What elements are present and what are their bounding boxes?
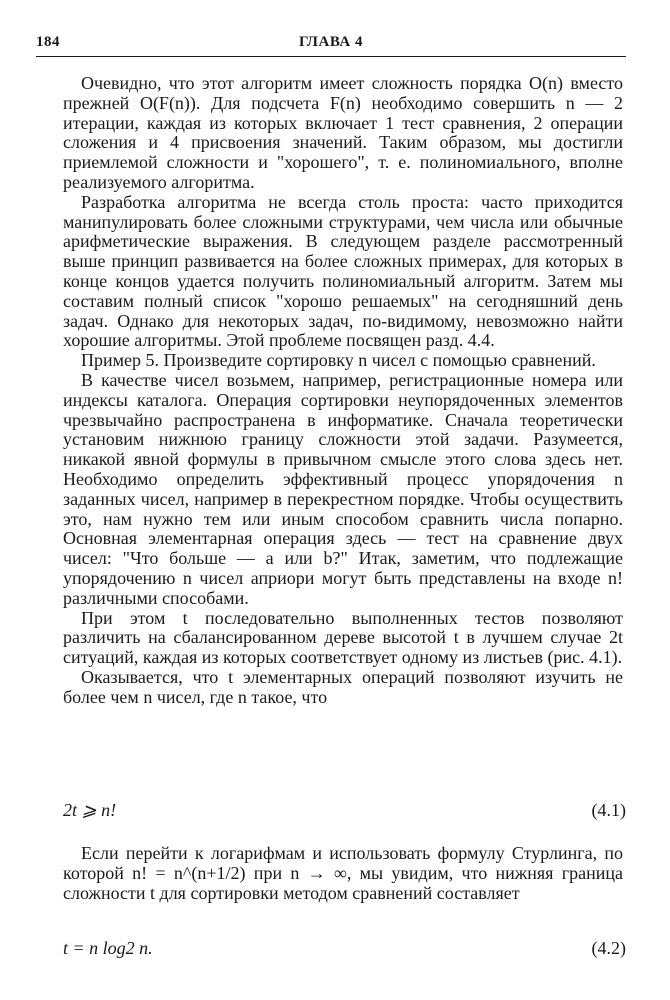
paragraph-2 — [63, 193, 623, 351]
formula-4-2 — [63, 938, 626, 962]
paragraph-1-text: Очевидно, что этот алгоритм имеет сложность порядка O(n) вместо прежней O(F(n)). Для подсчета F(n) необходимо совершить n — 2 итерации, каждая из которых включает 1 тест сравнения, 2 операции сложения и 4 присвоения значений. Таким образом, мы достигли приемлемой сложности и "хорошего", т. е. полиномиального, вполне реализуемого алгоритма. — [63, 73, 623, 192]
formula-4-2-number: (4.2) — [591, 938, 626, 958]
header-rule — [36, 56, 626, 57]
paragraph-6 — [63, 844, 623, 903]
paragraph-2-text: Разработка алгоритма не всегда столь проста: часто приходится манипулировать более сложными структурами, чем числа или обычные арифметические выражения. В следующем разделе рассмотренный выше принцип развивается на более сложных примерах, для которых в конце концов удается получить полиномиальный алгоритм. Затем мы составим полный список "хорошо решаемых" на сегодняшний день задач. Однако для некоторых задач, по-видимому, невозможно найти хорошие алгоритмы. Этой проблеме посвящен разд. 4.4. — [63, 191, 623, 351]
formula-4-1-expression: 2t ⩾ n! — [63, 800, 117, 820]
formula-4-1 — [63, 800, 626, 824]
paragraph-4-text: При этом t последовательно выполненных тестов позволяют различить на сбалансированном дереве высотой t в лучшем случае 2t ситуаций, каждая из которых соответствует одному из листьев (рис. 4.1). — [63, 607, 623, 668]
chapter-title: ГЛАВА 4 — [299, 34, 363, 50]
paragraph-3-text: В качестве чисел возьмем, например, регистрационные номера или индексы каталога. Операция сортировки неупорядоченных элементов чрезвычайно распространена в информатике. Сначала теоретически установим нижнюю границу сложности этой задачи. Разумеется, никакой явной формулы в привычном смысле этого слова здесь нет. Необходимо определить эффективный процесс упорядочения n заданных чисел, например в перекрестном порядке. Чтобы осуществить это, нам нужно тем или иным способом сравнить числа попарно. Основная элементарная операция здесь — тест на сравнение двух чисел: "Что больше — a или b?" Итак, заметим, что подлежащие упорядочению n чисел априори могут быть представлены на входе n! различными способами. — [63, 369, 623, 608]
example-heading — [63, 351, 623, 371]
example-heading-text: Пример 5. Произведите сортировку n чисел с помощью сравнений. — [81, 350, 596, 371]
formula-4-2-expression: t = n log2 n. — [63, 938, 153, 958]
paragraph-4 — [63, 609, 623, 668]
paragraph-5-text: Оказывается, что t элементарных операций позволяют изучить не более чем n чисел, где n такое, что — [63, 666, 623, 707]
paragraph-1 — [63, 74, 623, 193]
formula-4-1-number: (4.1) — [591, 800, 626, 820]
paragraph-5 — [63, 668, 623, 708]
main-text-continued — [63, 844, 623, 903]
main-text — [63, 74, 623, 708]
running-head — [36, 34, 626, 56]
paragraph-6-text: Если перейти к логарифмам и использовать формулу Стурлинга, по которой n! = n^(n+1/2) при n → ∞, мы увидим, что нижняя граница сложности t для сортировки методом сравнений составляет — [63, 843, 623, 903]
paragraph-3 — [63, 371, 623, 609]
page-number: 184 — [36, 34, 60, 50]
